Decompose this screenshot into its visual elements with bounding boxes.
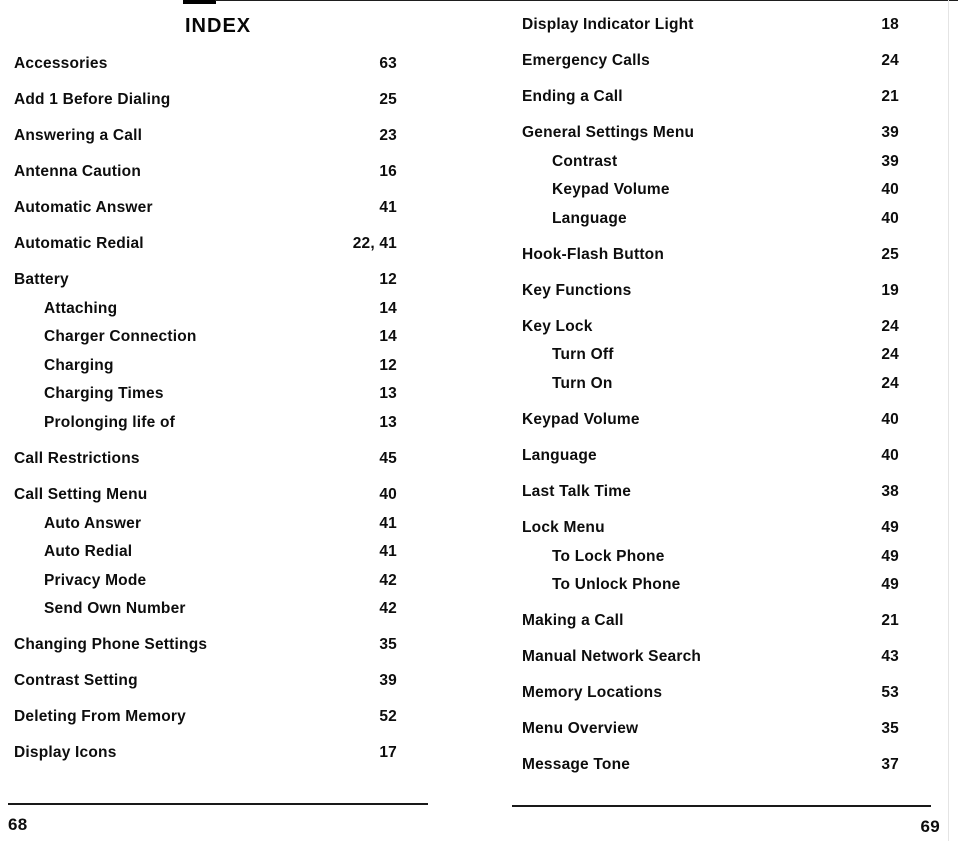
index-entry <box>14 55 397 75</box>
index-entry <box>14 328 397 348</box>
footer-rule-right <box>512 805 931 807</box>
index-entry-label: Changing Phone Settings <box>14 636 208 653</box>
index-entry-page: 39 <box>881 124 899 141</box>
index-entry <box>522 756 899 776</box>
index-column-left <box>14 0 397 800</box>
index-entry-label: Automatic Answer <box>14 199 153 216</box>
index-entry-page: 40 <box>881 210 899 227</box>
index-entry-page: 25 <box>379 91 397 108</box>
index-entry-page: 45 <box>379 450 397 467</box>
index-entry-page: 35 <box>881 720 899 737</box>
index-entry <box>522 52 899 72</box>
index-entry <box>522 548 899 568</box>
scan-artifact-right-edge <box>948 0 949 841</box>
index-entry <box>522 181 899 201</box>
index-entry-label: Message Tone <box>522 756 631 773</box>
index-entry-label: Turn On <box>552 375 613 392</box>
index-entry-page: 13 <box>379 414 397 431</box>
index-entry-page: 22, 41 <box>352 235 397 252</box>
index-entry-label: Hook-Flash Button <box>522 246 665 263</box>
index-entry-label: Language <box>552 210 627 227</box>
index-entry-label: Automatic Redial <box>14 235 144 252</box>
index-entry-page: 42 <box>379 572 397 589</box>
index-entry-label: Key Lock <box>522 318 593 335</box>
index-entry-label: Battery <box>14 271 69 288</box>
index-entry <box>14 450 397 470</box>
index-entry <box>14 708 397 728</box>
index-entry-label: Accessories <box>14 55 108 72</box>
index-entry-label: Charging Times <box>44 385 164 402</box>
index-entry-page: 18 <box>881 16 899 33</box>
index-entry <box>522 612 899 632</box>
index-entry <box>522 124 899 144</box>
index-entry <box>522 282 899 302</box>
index-entry <box>522 519 899 539</box>
index-entry <box>522 411 899 431</box>
index-entry-label: To Unlock Phone <box>552 576 681 593</box>
index-entry-page: 49 <box>881 576 899 593</box>
index-entry <box>522 346 899 366</box>
index-entry-page: 53 <box>881 684 899 701</box>
index-entry-page: 24 <box>881 52 899 69</box>
index-entry-label: Answering a Call <box>14 127 143 144</box>
index-entry-label: Add 1 Before Dialing <box>14 91 171 108</box>
index-entry-page: 43 <box>881 648 899 665</box>
footer-rule-left <box>8 803 428 805</box>
index-entry <box>522 318 899 338</box>
index-entry <box>14 414 397 434</box>
index-entry-page: 12 <box>379 271 397 288</box>
index-entry <box>14 91 397 111</box>
index-entry-label: Display Indicator Light <box>522 16 694 33</box>
index-entry-page: 52 <box>379 708 397 725</box>
index-entry-label: Display Icons <box>14 744 117 761</box>
index-entry-label: Making a Call <box>522 612 624 629</box>
index-entry <box>14 515 397 535</box>
index-entry-label: Lock Menu <box>522 519 605 536</box>
index-entry <box>522 246 899 266</box>
index-entry <box>14 572 397 592</box>
index-entry-page: 14 <box>379 300 397 317</box>
index-entry <box>522 447 899 467</box>
index-entry <box>14 300 397 320</box>
index-entry-label: Key Functions <box>522 282 632 299</box>
index-entry-label: Language <box>522 447 597 464</box>
index-entry-label: Call Restrictions <box>14 450 140 467</box>
index-entry-label: Deleting From Memory <box>14 708 186 725</box>
index-entry-label: Send Own Number <box>44 600 186 617</box>
index-entry <box>14 600 397 620</box>
index-entry-label: Menu Overview <box>522 720 639 737</box>
index-entry <box>522 153 899 173</box>
index-entry-page: 14 <box>379 328 397 345</box>
index-entry <box>14 127 397 147</box>
index-entry-page: 41 <box>379 199 397 216</box>
index-entry <box>522 210 899 230</box>
index-entry-page: 17 <box>379 744 397 761</box>
index-entry-label: Contrast Setting <box>14 672 138 689</box>
index-entry-page: 40 <box>881 411 899 428</box>
index-entry-label: To Lock Phone <box>552 548 665 565</box>
index-entry-label: Ending a Call <box>522 88 623 105</box>
index-entry-page: 21 <box>881 88 899 105</box>
index-entry-page: 38 <box>881 483 899 500</box>
index-entry-page: 40 <box>379 486 397 503</box>
index-entry-label: Keypad Volume <box>552 181 670 198</box>
index-entry <box>522 648 899 668</box>
index-entry-page: 13 <box>379 385 397 402</box>
index-entry <box>14 235 397 255</box>
index-entry-label: Privacy Mode <box>44 572 147 589</box>
index-title: INDEX <box>185 15 252 37</box>
index-entry-page: 24 <box>881 346 899 363</box>
index-entry-label: Auto Answer <box>44 515 142 532</box>
index-entry-label: Contrast <box>552 153 618 170</box>
index-entry-page: 42 <box>379 600 397 617</box>
index-entry-page: 16 <box>379 163 397 180</box>
index-entry-page: 40 <box>881 181 899 198</box>
index-entry <box>14 385 397 405</box>
index-entry <box>14 636 397 656</box>
index-entry-page: 49 <box>881 519 899 536</box>
index-entry <box>14 357 397 377</box>
index-entry-page: 41 <box>379 543 397 560</box>
index-entry-label: Turn Off <box>552 346 614 363</box>
index-entry <box>522 684 899 704</box>
index-entry-page: 23 <box>379 127 397 144</box>
index-entry-page: 12 <box>379 357 397 374</box>
index-entry <box>14 744 397 764</box>
page-number-right: 69 <box>920 817 940 836</box>
index-entry-page: 21 <box>881 612 899 629</box>
index-entry-label: Charger Connection <box>44 328 197 345</box>
index-entry-page: 24 <box>881 375 899 392</box>
index-entry-label: General Settings Menu <box>522 124 695 141</box>
index-entry <box>14 672 397 692</box>
index-entry-page: 39 <box>881 153 899 170</box>
index-entry <box>522 720 899 740</box>
index-entry-page: 19 <box>881 282 899 299</box>
index-entry <box>522 375 899 395</box>
index-entry-label: Last Talk Time <box>522 483 632 500</box>
index-entry-label: Emergency Calls <box>522 52 650 69</box>
index-entry <box>14 486 397 506</box>
index-entry-page: 49 <box>881 548 899 565</box>
index-entry-label: Antenna Caution <box>14 163 141 180</box>
index-entry <box>14 199 397 219</box>
index-entry-page: 35 <box>379 636 397 653</box>
index-entry <box>522 576 899 596</box>
index-entry-label: Keypad Volume <box>522 411 640 428</box>
index-entry-page: 25 <box>881 246 899 263</box>
index-entry-page: 39 <box>379 672 397 689</box>
index-entry-label: Manual Network Search <box>522 648 702 665</box>
index-entry-label: Auto Redial <box>44 543 133 560</box>
index-entry <box>522 88 899 108</box>
index-entry-label: Prolonging life of <box>44 414 176 431</box>
index-entry-page: 41 <box>379 515 397 532</box>
index-entry <box>14 271 397 291</box>
index-entry-label: Memory Locations <box>522 684 663 701</box>
page-number-left: 68 <box>8 815 28 834</box>
index-entry-page: 37 <box>881 756 899 773</box>
index-entry-page: 63 <box>379 55 397 72</box>
index-entry <box>14 163 397 183</box>
index-column-right <box>522 0 899 800</box>
index-entry-page: 40 <box>881 447 899 464</box>
index-entry-label: Attaching <box>44 300 118 317</box>
index-entry <box>522 16 899 36</box>
index-entry <box>522 483 899 503</box>
index-entry-label: Call Setting Menu <box>14 486 148 503</box>
index-entry <box>14 543 397 563</box>
index-entry-page: 24 <box>881 318 899 335</box>
index-entry-label: Charging <box>44 357 114 374</box>
